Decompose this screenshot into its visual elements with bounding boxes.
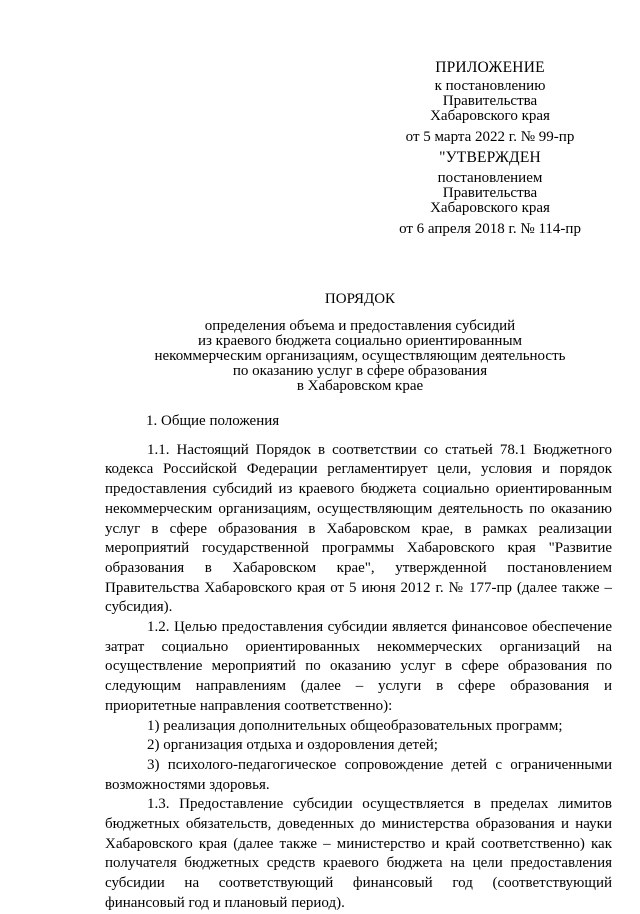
appendix-line-1: к постановлению (434, 78, 546, 94)
list-item-3: 3) психолого-педагогическое сопровождение детей с ограниченными возможностями здоровья. (105, 756, 612, 793)
document-body (105, 412, 612, 914)
title-heading: ПОРЯДОК (324, 291, 396, 307)
section-heading: 1. Общие положения (146, 413, 280, 429)
approved-line-2: Правительства (442, 185, 538, 201)
appendix-line-3: Хабаровского края (430, 108, 550, 124)
list-item-2: 2) организация отдыха и оздоровления детей; (147, 737, 438, 754)
paragraph-1-2: 1.2. Целью предоставления субсидии является финансовое обеспечение затрат социально ориентированных некоммерческих организаций на осуществление мероприятий по оказанию услуг в сфере образования по следующим направлениям (далее – услуги в сфере образования и приоритетные направления соответственно): (105, 619, 612, 714)
list-item-1: 1) реализация дополнительных общеобразовательных программ; (147, 717, 563, 734)
paragraph-1-1: 1.1. Настоящий Порядок в соответствии со статьей 78.1 Бюджетного кодекса Российской Федерации регламентирует цели, условия и порядок предоставления субсидий из краевого бюджета социально ориентированным некоммерческим организациям, осуществляющим деятельность по оказанию услуг в сфере образования в Хабаровском крае, в рамках реализации мероприятий государственной программы Хабаровского края "Развитие образования в Хабаровском крае", утвержденной постановлением Правительства Хабаровского края от 5 июня 2012 г. № 177-пр (далее также – субсидия). (105, 441, 612, 616)
appendix-date: от 5 марта 2022 г. № 99-пр (405, 129, 575, 145)
approved-line-3: Хабаровского края (430, 200, 550, 216)
title-line-5: в Хабаровском крае (296, 378, 424, 394)
title-line-2: из краевого бюджета социально ориентированным (197, 333, 523, 349)
approved-heading: "УТВЕРЖДЕН (439, 149, 541, 166)
appendix-heading: ПРИЛОЖЕНИЕ (435, 59, 545, 76)
title-line-1: определения объема и предоставления субсидий (204, 318, 516, 334)
paragraph-1-3: 1.3. Предоставление субсидии осуществляется в пределах лимитов бюджетных обязательств, доведенных до министерства образования и науки Хабаровского края (далее также – министерство и край соответственно) как получателя бюджетных средств краевого бюджета на цели предоставления субсидии на соответствующий финансовый год (соответствующий финансовый год и плановый период). (105, 796, 612, 911)
approved-line-1: постановлением (437, 170, 543, 186)
document-title (120, 292, 600, 394)
approved-block (380, 150, 600, 237)
approved-date: от 6 апреля 2018 г. № 114-пр (399, 221, 581, 237)
appendix-block (380, 60, 600, 145)
title-line-3: некоммерческим организациям, осуществляющим деятельность (154, 348, 566, 364)
appendix-line-2: Правительства (442, 93, 538, 109)
title-line-4: по оказанию услуг в сфере образования (232, 363, 488, 379)
